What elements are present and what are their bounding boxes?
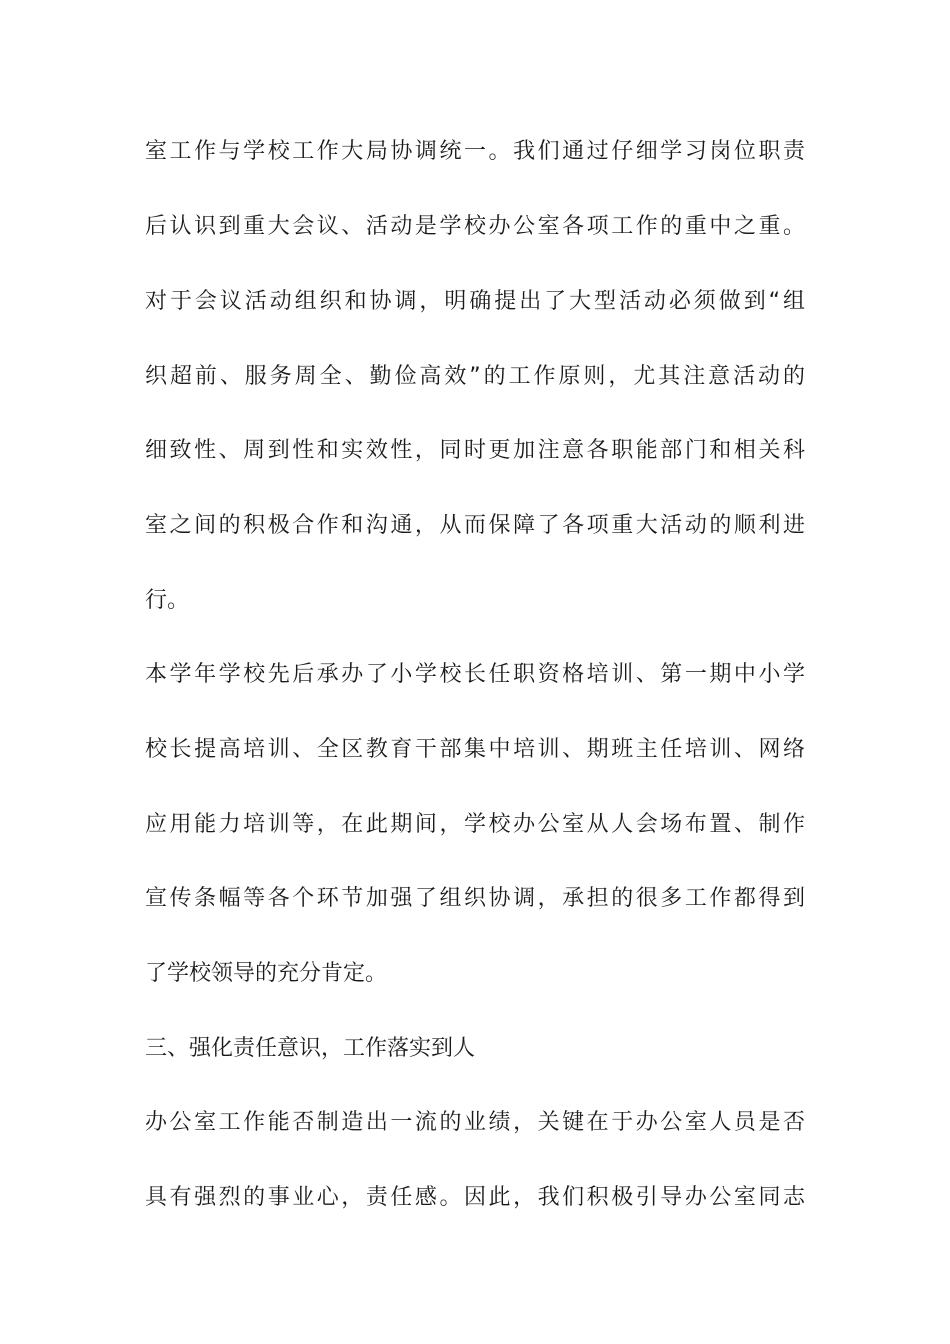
paragraph-line: 细致性、周到性和实效性，同时更加注意各职能部门和相关科	[145, 438, 805, 463]
paragraph-line: 行。	[145, 588, 190, 613]
paragraph-line: 织超前、服务周全、勤俭高效”的工作原则，尤其注意活动的	[145, 364, 805, 389]
paragraph-line: 宣传条幅等各个环节加强了组织协调，承担的很多工作都得到	[145, 886, 805, 911]
paragraph-line: 室工作与学校工作大局协调统一。我们通过仔细学习岗位职责	[145, 139, 805, 164]
paragraph-line: 办公室工作能否制造出一流的业绩，关键在于办公室人员是否	[145, 1110, 805, 1135]
paragraph-line: 后认识到重大会议、活动是学校办公室各项工作的重中之重。	[145, 214, 805, 239]
paragraph-line: 校长提高培训、全区教育干部集中培训、期班主任培训、网络	[145, 737, 805, 762]
paragraph-line: 对于会议活动组织和协调，明确提出了大型活动必须做到“组	[145, 289, 805, 314]
paragraph-line: 室之间的积极合作和沟通，从而保障了各项重大活动的顺利进	[145, 513, 805, 538]
section-heading: 三、强化责任意识，工作落实到人	[145, 1036, 476, 1061]
paragraph-line: 应用能力培训等，在此期间，学校办公室从人会场布置、制作	[145, 812, 805, 837]
paragraph-line: 了学校领导的充分肯定。	[145, 961, 388, 986]
paragraph-line: 具有强烈的事业心，责任感。因此，我们积极引导办公室同志	[145, 1185, 805, 1210]
paragraph-line: 本学年学校先后承办了小学校长任职资格培训、第一期中小学	[145, 662, 805, 687]
